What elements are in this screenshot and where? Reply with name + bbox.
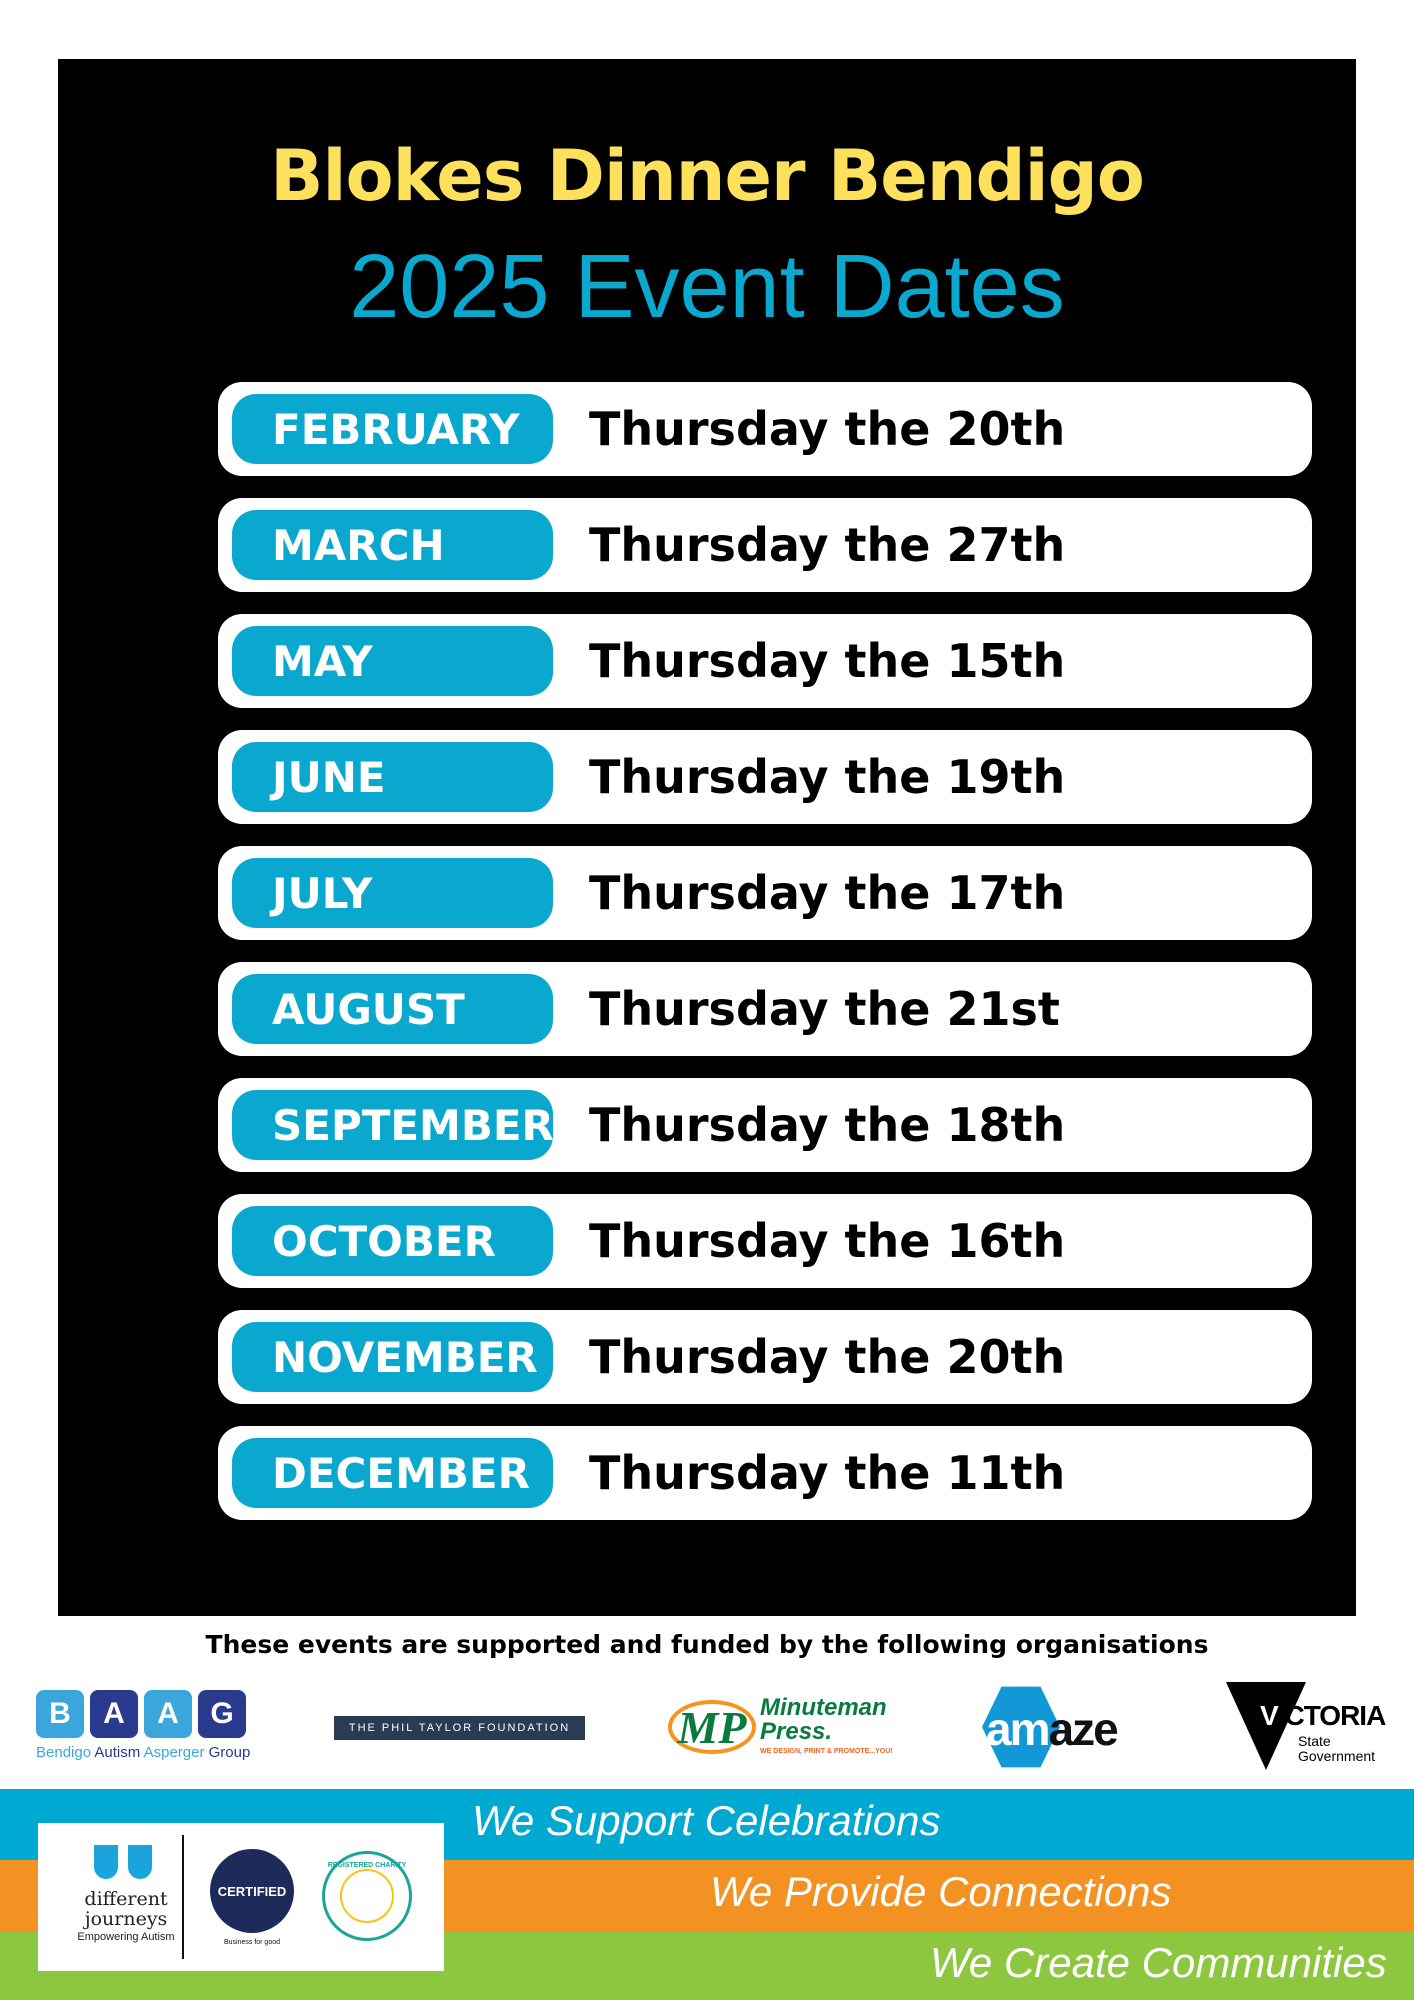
month-pill: MARCH <box>232 510 553 580</box>
phil-taylor-foundation-logo: THE PHIL TAYLOR FOUNDATION <box>334 1716 585 1740</box>
event-row <box>218 614 1312 708</box>
event-date: Thursday the 20th <box>589 1330 1066 1384</box>
minuteman-press-logo <box>668 1694 898 1764</box>
baag-letter: G <box>198 1690 246 1738</box>
event-date: Thursday the 21st <box>589 982 1060 1036</box>
baag-letter: A <box>144 1690 192 1738</box>
month-pill: MAY <box>232 626 553 696</box>
badge-divider <box>182 1835 184 1959</box>
event-row <box>218 1310 1312 1404</box>
minuteman-name: Minuteman Press. <box>760 1694 887 1745</box>
event-row <box>218 1078 1312 1172</box>
victoria-government-logo <box>1226 1680 1386 1775</box>
event-date: Thursday the 16th <box>589 1214 1066 1268</box>
footer-line-1: We Support Celebrations <box>472 1797 941 1844</box>
poster-title: Blokes Dinner Bendigo <box>270 135 1144 217</box>
month-pill: JULY <box>232 858 553 928</box>
footer-line-2: We Provide Connections <box>710 1868 1172 1915</box>
event-row <box>218 1194 1312 1288</box>
event-date: Thursday the 15th <box>589 634 1066 688</box>
event-date: Thursday the 27th <box>589 518 1066 572</box>
event-row <box>218 846 1312 940</box>
event-row <box>218 382 1312 476</box>
event-row <box>218 962 1312 1056</box>
event-row <box>218 1426 1312 1520</box>
footer-line-3: We Create Communities <box>930 1939 1387 1986</box>
month-pill: NOVEMBER <box>232 1322 553 1392</box>
different-journeys-logo <box>56 1837 196 1963</box>
sponsor-logos <box>0 1680 1414 1790</box>
quote-marks-icon <box>56 1837 196 1889</box>
amaze-wordmark: amaze <box>986 1703 1117 1755</box>
month-pill: JUNE <box>232 742 553 812</box>
baag-logo <box>36 1690 251 1761</box>
baag-letter: A <box>90 1690 138 1738</box>
amaze-logo <box>982 1684 1142 1770</box>
dj-name: different journeys <box>84 1888 168 1930</box>
charity-label: REGISTERED CHARITY <box>327 1862 407 1869</box>
event-date: Thursday the 20th <box>589 402 1066 456</box>
event-date: Thursday the 18th <box>589 1098 1066 1152</box>
certified-sub: Business for good <box>223 1939 281 1946</box>
minuteman-tagline: WE DESIGN, PRINT & PROMOTE...YOU! <box>760 1748 893 1755</box>
event-row <box>218 498 1312 592</box>
poster-subtitle: 2025 Event Dates <box>349 237 1065 337</box>
month-pill: SEPTEMBER <box>232 1090 553 1160</box>
baag-subtitle: Bendigo Autism Asperger Group <box>36 1744 251 1761</box>
event-date: Thursday the 11th <box>589 1446 1066 1500</box>
certified-label: CERTIFIED <box>210 1849 294 1933</box>
month-pill: FEBRUARY <box>232 394 553 464</box>
certified-social-enterprise-badge <box>210 1849 294 1953</box>
event-list <box>218 382 1312 1542</box>
event-date: Thursday the 17th <box>589 866 1066 920</box>
event-date: Thursday the 19th <box>589 750 1066 804</box>
registered-charity-badge <box>322 1851 412 1941</box>
month-pill: AUGUST <box>232 974 553 1044</box>
dj-tagline: Empowering Autism <box>77 1931 175 1943</box>
minuteman-mark: MP <box>668 1700 756 1754</box>
charity-tick-icon <box>340 1869 394 1923</box>
victoria-wordmark: VICTORIA <box>1260 1700 1386 1731</box>
baag-letter: B <box>36 1690 84 1738</box>
poster-panel <box>58 59 1356 1616</box>
month-pill: OCTOBER <box>232 1206 553 1276</box>
victoria-subtitle: State Government <box>1298 1733 1376 1764</box>
support-text: These events are supported and funded by the following organisations <box>205 1630 1209 1659</box>
partner-badges <box>38 1823 444 1971</box>
event-row <box>218 730 1312 824</box>
month-pill: DECEMBER <box>232 1438 553 1508</box>
